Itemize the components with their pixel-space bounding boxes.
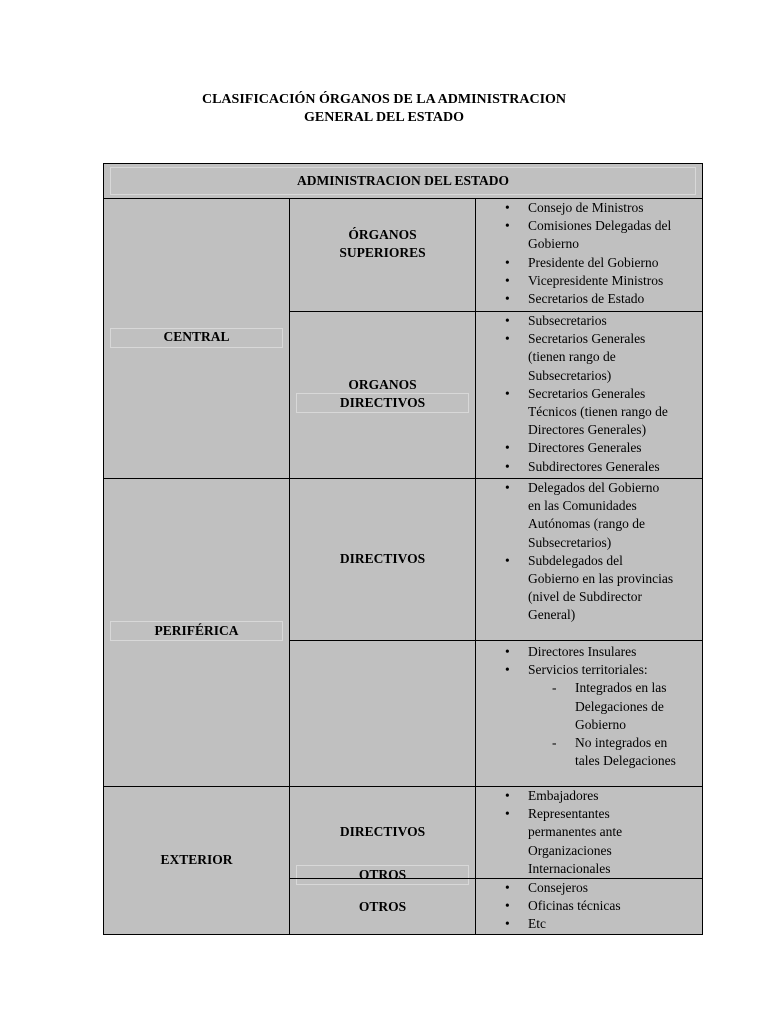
sublist-item: - Integrados en las: [476, 679, 702, 697]
items-exterior-directivos: [476, 787, 703, 879]
list-item: • Servicios territoriales:: [476, 661, 702, 679]
list-item-continuation: en las Comunidades: [528, 498, 637, 514]
list-item-continuation: Directores Generales): [528, 422, 647, 438]
sublist-item-continuation: Delegaciones de: [575, 698, 664, 714]
bullet-icon: •: [505, 916, 510, 932]
bullet-list: [476, 312, 702, 476]
list-item-continuation: Gobierno: [528, 236, 579, 252]
list-item-continuation: Autónomas (rango de: [528, 516, 645, 532]
bullet-icon: •: [505, 662, 510, 678]
dash-icon: -: [552, 680, 557, 696]
bullet-icon: •: [505, 644, 510, 659]
sublist-item-continuation: tales Delegaciones: [575, 753, 676, 769]
sublist-item: - No integrados en: [476, 734, 702, 752]
bullet-icon: •: [505, 552, 510, 568]
bullet-list: [476, 641, 702, 679]
bullet-icon: •: [505, 254, 510, 270]
category-organos-directivos: [290, 312, 476, 479]
category-label: OTROS: [358, 867, 407, 882]
list-item: • Subdirectores Generales: [476, 458, 702, 476]
items-exterior-otros: [476, 879, 703, 935]
list-item: • Vicepresidente Ministros: [476, 272, 702, 290]
category-exterior-directivos: [290, 787, 476, 879]
category-label-line-1: ORGANOS: [348, 377, 417, 392]
category-label-line-2: DIRECTIVOS: [339, 395, 426, 410]
list-item: • Embajadores: [476, 787, 702, 805]
section-central: [103, 199, 290, 479]
items-periferica-otros: [476, 641, 703, 787]
title-line-1: CLASIFICACIÓN ÓRGANOS DE LA ADMINISTRACION: [201, 92, 567, 107]
list-item: • Oficinas técnicas: [476, 897, 702, 915]
bullet-list: [476, 879, 702, 934]
category-exterior-otros: [290, 879, 476, 935]
category-label: OTROS: [358, 899, 407, 914]
bullet-list: [476, 787, 702, 878]
section-label-exterior: EXTERIOR: [160, 852, 233, 867]
bullet-icon: •: [505, 291, 510, 307]
bullet-icon: •: [505, 440, 510, 456]
section-label-central: CENTRAL: [163, 329, 230, 344]
list-item: • Comisiones Delegadas del: [476, 217, 702, 235]
bullet-icon: •: [505, 458, 510, 474]
items-organos-directivos: [476, 312, 703, 479]
bullet-icon: •: [505, 313, 510, 328]
bullet-icon: •: [505, 272, 510, 288]
category-periferica-directivos: [290, 479, 476, 641]
list-item: • Etc: [476, 915, 702, 933]
bullet-icon: •: [505, 218, 510, 234]
list-item-continuation: (nivel de Subdirector: [528, 589, 642, 605]
list-item: • Subdelegados del: [476, 552, 702, 570]
items-organos-superiores: [476, 199, 703, 312]
header-label: ADMINISTRACION DEL ESTADO: [296, 173, 510, 188]
category-organos-superiores: [290, 199, 476, 312]
section-label-periferica: PERIFÉRICA: [154, 623, 239, 638]
list-item-continuation: (tienen rango de: [528, 349, 616, 365]
section-exterior: [103, 787, 290, 935]
title-line-2: GENERAL DEL ESTADO: [303, 110, 464, 125]
list-item-continuation: Subsecretarios): [528, 534, 612, 550]
bullet-list: [476, 199, 702, 308]
document-title: [0, 91, 768, 127]
list-item: • Subsecretarios: [476, 312, 702, 330]
list-item: • Consejo de Ministros: [476, 199, 702, 217]
list-item: • Presidente del Gobierno: [476, 254, 702, 272]
list-item-continuation: Internacionales: [528, 860, 611, 876]
list-item-continuation: General): [528, 607, 576, 623]
items-periferica-directivos: [476, 479, 703, 641]
bullet-icon: •: [505, 331, 510, 347]
list-item-continuation: Organizaciones: [528, 842, 612, 858]
list-item: • Directores Insulares: [476, 643, 702, 661]
list-item: • Representantes: [476, 805, 702, 823]
bullet-icon: •: [505, 200, 510, 215]
sublist-item-continuation: Gobierno: [575, 716, 626, 732]
dash-icon: -: [552, 735, 557, 751]
category-label-line-1: ÓRGANOS: [348, 227, 417, 242]
list-item-continuation: Gobierno en las provincias: [528, 571, 674, 587]
classification-table: [103, 163, 703, 935]
dash-sublist: [476, 679, 702, 770]
list-item: • Consejeros: [476, 879, 702, 897]
list-item-continuation: Subsecretarios): [528, 367, 612, 383]
list-item: • Secretarios Generales: [476, 385, 702, 403]
category-label-line-2: SUPERIORES: [339, 245, 426, 260]
list-item: • Secretarios de Estado: [476, 290, 702, 308]
bullet-icon: •: [505, 480, 510, 495]
category-label: DIRECTIVOS: [339, 551, 426, 566]
bullet-icon: •: [505, 880, 510, 895]
bullet-icon: •: [505, 806, 510, 822]
bullet-icon: •: [505, 788, 510, 803]
bullet-icon: •: [505, 898, 510, 914]
list-item: • Delegados del Gobierno: [476, 479, 702, 497]
list-item: • Directores Generales: [476, 439, 702, 457]
section-periferica: [103, 479, 290, 787]
list-item-continuation: permanentes ante: [528, 824, 623, 840]
bullet-list: [476, 479, 702, 625]
table-header: [103, 163, 703, 199]
list-item-continuation: Técnicos (tienen rango de: [528, 404, 668, 420]
category-label: DIRECTIVOS: [339, 824, 426, 839]
list-item: • Secretarios Generales: [476, 330, 702, 348]
bullet-icon: •: [505, 385, 510, 401]
